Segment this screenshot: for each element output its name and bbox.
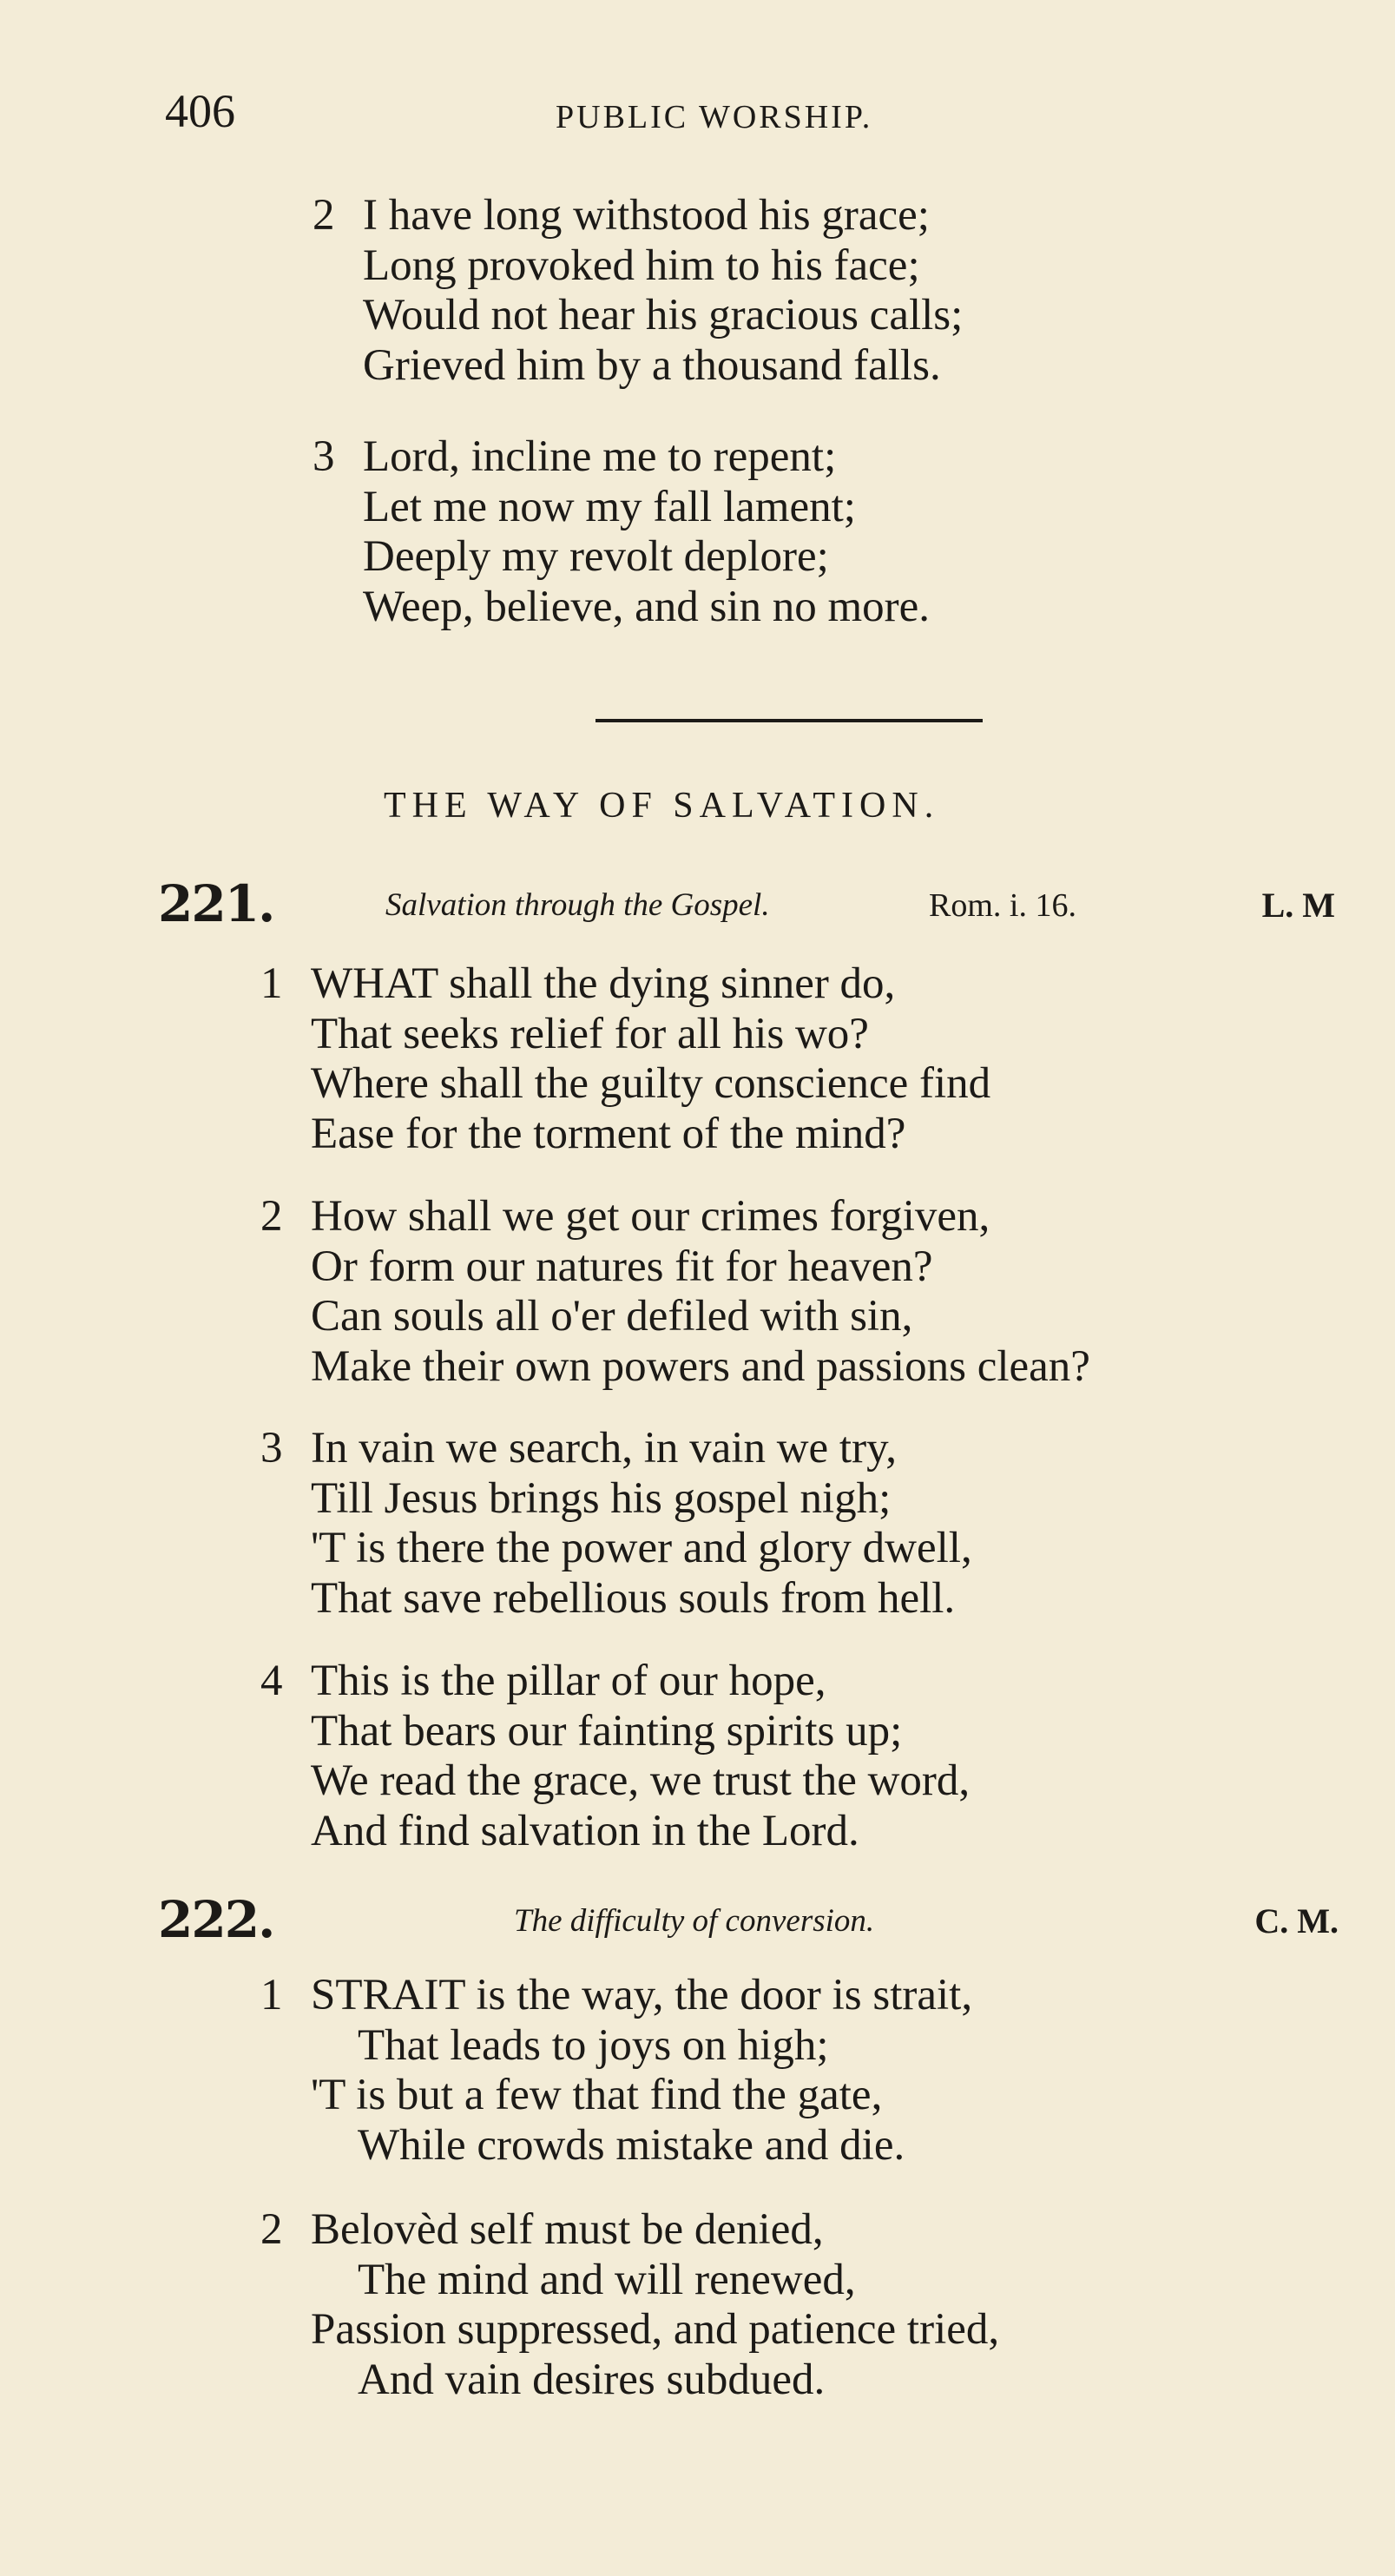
hymn-meter: L. M [1261,886,1335,925]
verse-line-text: STRAIT is the way, the door is strait, [311,1971,973,2019]
section-title: THE WAY OF SALVATION. [384,786,940,826]
verse-line-text: And vain desires subdued. [358,2355,826,2404]
section-divider [596,719,983,722]
verse-line-text: Belovèd self must be denied, [311,2205,824,2254]
verse-number: 2 [313,191,335,240]
verse-number: 1 [260,1971,283,2019]
verse-line-text: While crowds mistake and die. [358,2120,905,2170]
verse-line-text: I have long withstood his grace; [363,191,930,240]
verse-number: 1 [260,959,283,1008]
verse-line-text: The mind and will renewed, [358,2255,856,2304]
verse-line-text: Weep, believe, and sin no more. [363,582,931,631]
running-title: PUBLIC WORSHIP. [556,99,873,135]
verse-line-text: That seeks relief for all his wo? [311,1009,869,1058]
verse-line-text: Deeply my revolt deplore; [363,532,829,581]
hymn-title: Salvation through the Gospel. [385,887,770,923]
verse-line-text: That leads to joys on high; [358,2020,829,2070]
hymn-meter: C. M. [1254,1901,1339,1940]
verse-number: 2 [260,2205,283,2254]
verse-line-text: How shall we get our crimes forgiven, [311,1192,990,1241]
verse-line-text: That save rebellious souls from hell. [311,1573,956,1623]
verse-line-text: Lord, incline me to repent; [363,432,837,481]
verse-line-text: Let me now my fall lament; [363,482,856,531]
hymn-222-heading [158,1891,1339,1952]
verse-line-text: WHAT shall the dying sinner do, [311,959,896,1008]
verse-line-text: Can souls all o'er defiled with sin, [311,1292,913,1341]
verse-line-text: That bears our fainting spirits up; [311,1706,903,1756]
hymn-221-heading [158,875,1339,936]
verse-line-text: Till Jesus brings his gospel nigh; [311,1473,892,1523]
verse-line-text: Make their own powers and passions clean? [311,1341,1090,1391]
verse-line-text: Or form our natures fit for heaven? [311,1242,933,1291]
verse-line-text: 'T is but a few that find the gate, [311,2071,883,2119]
verse-line-text: Where shall the guilty conscience find [311,1059,991,1108]
verse-number: 2 [260,1192,283,1241]
verse-line-text: Grieved him by a thousand falls. [363,340,941,390]
verse-line-text: 'T is there the power and glory dwell, [311,1524,972,1572]
scripture-reference: Rom. i. 16. [929,887,1076,924]
verse-line-text: Long provoked him to his face; [363,240,920,290]
verse-line-text: Passion suppressed, and patience tried, [311,2305,1000,2354]
verse-line-text: This is the pillar of our hope, [311,1657,826,1705]
verse-line-text: And find salvation in the Lord. [311,1806,859,1855]
hymn-number: 221. [158,874,274,933]
verse-line-text: We read the grace, we trust the word, [311,1756,971,1805]
page-number: 406 [165,85,235,137]
verse-line-text: Ease for the torment of the mind? [311,1109,906,1158]
hymn-title: The difficulty of conversion. [514,1903,875,1939]
verse-number: 3 [313,432,335,481]
verse-line-text: Would not hear his gracious calls; [363,291,964,339]
verse-number: 3 [260,1424,283,1472]
verse-number: 4 [260,1657,283,1705]
hymn-number: 222. [158,1890,274,1949]
verse-line-text: In vain we search, in vain we try, [311,1424,898,1472]
